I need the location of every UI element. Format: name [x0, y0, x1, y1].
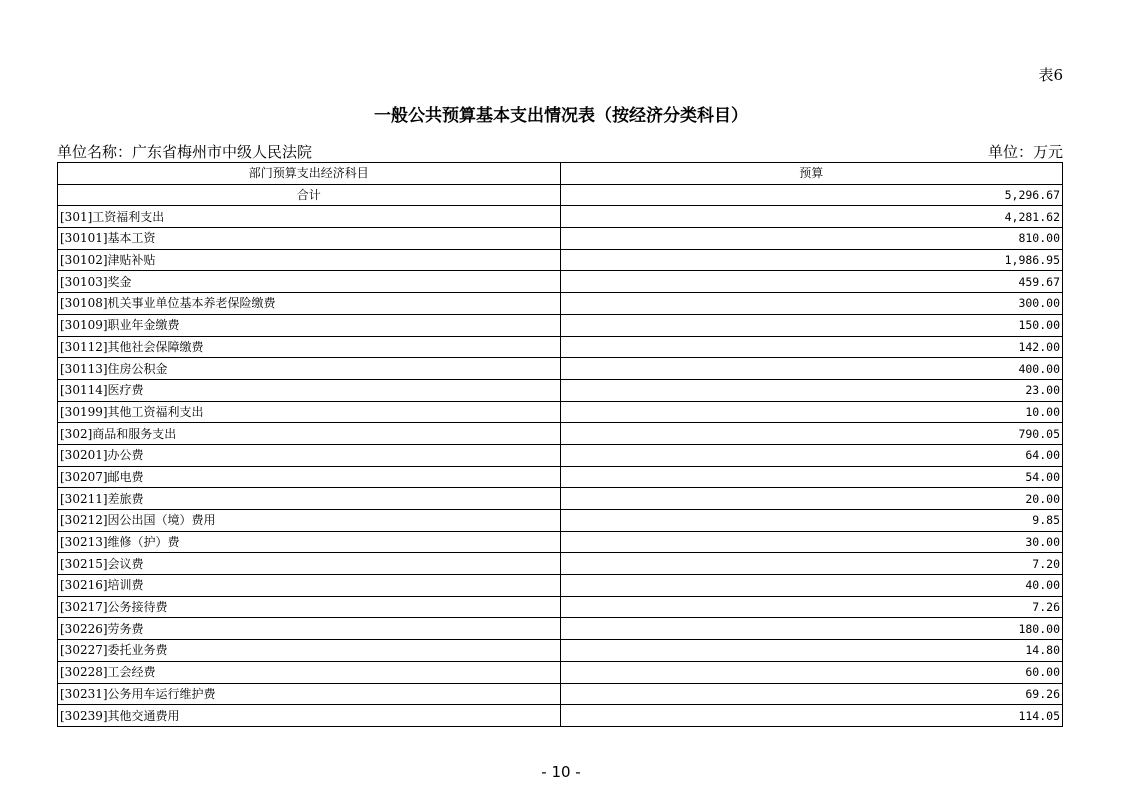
row-budget-value: 300.00: [560, 293, 1063, 315]
table-row: [58, 358, 1063, 380]
row-budget-value: 810.00: [560, 228, 1063, 250]
row-subject: [302]商品和服务支出: [58, 423, 561, 445]
row-subject: [30103]奖金: [58, 271, 561, 293]
table-row: [58, 575, 1063, 597]
row-budget-value: 459.67: [560, 271, 1063, 293]
table-row: [58, 596, 1063, 618]
row-subject: [30228]工会经费: [58, 661, 561, 683]
header-subject: 部门预算支出经济科目: [58, 163, 561, 185]
document-title: 一般公共预算基本支出情况表（按经济分类科目）: [374, 106, 748, 126]
row-budget-value: 23.00: [560, 379, 1063, 401]
row-subject: [30227]委托业务费: [58, 640, 561, 662]
row-subject: [30113]住房公积金: [58, 358, 561, 380]
table-row: [58, 379, 1063, 401]
row-subject: [30108]机关事业单位基本养老保险缴费: [58, 293, 561, 315]
row-subject: [30102]津贴补贴: [58, 249, 561, 271]
row-subject: [30109]职业年金缴费: [58, 314, 561, 336]
row-budget-value: 20.00: [560, 488, 1063, 510]
table-row: [58, 618, 1063, 640]
row-subject: [30207]邮电费: [58, 466, 561, 488]
row-budget-value: 180.00: [560, 618, 1063, 640]
table-row: [58, 293, 1063, 315]
row-subject: [30226]劳务费: [58, 618, 561, 640]
row-subject: [30217]公务接待费: [58, 596, 561, 618]
page-number: - 10 -: [541, 763, 581, 781]
table-row: [58, 510, 1063, 532]
total-row: [58, 184, 1063, 206]
row-subject: [30216]培训费: [58, 575, 561, 597]
table-row: [58, 488, 1063, 510]
table-row: [58, 705, 1063, 727]
row-budget-value: 64.00: [560, 444, 1063, 466]
table-row: [58, 661, 1063, 683]
row-subject: [30211]差旅费: [58, 488, 561, 510]
row-subject: [30199]其他工资福利支出: [58, 401, 561, 423]
table-row: [58, 466, 1063, 488]
row-subject: [30239]其他交通费用: [58, 705, 561, 727]
table-row: [58, 423, 1063, 445]
table-row: [58, 249, 1063, 271]
row-subject: [30231]公务用车运行维护费: [58, 683, 561, 705]
table-row: [58, 531, 1063, 553]
row-budget-value: 114.05: [560, 705, 1063, 727]
table-row: [58, 683, 1063, 705]
row-subject: [30112]其他社会保障缴费: [58, 336, 561, 358]
currency-unit-label: 单位：万元: [987, 143, 1063, 161]
table-row: [58, 640, 1063, 662]
row-budget-value: 60.00: [560, 661, 1063, 683]
row-subject: [30215]会议费: [58, 553, 561, 575]
table-row: [58, 228, 1063, 250]
table-row: [58, 271, 1063, 293]
row-subject: [30114]医疗费: [58, 379, 561, 401]
row-budget-value: 7.20: [560, 553, 1063, 575]
row-budget-value: 4,281.62: [560, 206, 1063, 228]
row-subject: [30213]维修（护）费: [58, 531, 561, 553]
row-budget-value: 400.00: [560, 358, 1063, 380]
row-budget-value: 790.05: [560, 423, 1063, 445]
table-row: [58, 336, 1063, 358]
row-subject: [30201]办公费: [58, 444, 561, 466]
table-row: [58, 553, 1063, 575]
total-value: 5,296.67: [560, 184, 1063, 206]
total-label: 合计: [58, 184, 561, 206]
table-header-row: [58, 163, 1063, 185]
table-row: [58, 401, 1063, 423]
row-budget-value: 30.00: [560, 531, 1063, 553]
row-budget-value: 10.00: [560, 401, 1063, 423]
row-budget-value: 14.80: [560, 640, 1063, 662]
row-subject: [301]工资福利支出: [58, 206, 561, 228]
row-budget-value: 9.85: [560, 510, 1063, 532]
row-budget-value: 40.00: [560, 575, 1063, 597]
table-row: [58, 206, 1063, 228]
row-budget-value: 1,986.95: [560, 249, 1063, 271]
row-budget-value: 54.00: [560, 466, 1063, 488]
table-number-label: 表6: [1038, 66, 1063, 84]
row-subject: [30212]因公出国（境）费用: [58, 510, 561, 532]
budget-table: [57, 162, 1063, 727]
row-budget-value: 69.26: [560, 683, 1063, 705]
table-row: [58, 444, 1063, 466]
row-budget-value: 142.00: [560, 336, 1063, 358]
table-row: [58, 314, 1063, 336]
row-subject: [30101]基本工资: [58, 228, 561, 250]
row-budget-value: 7.26: [560, 596, 1063, 618]
header-budget: 预算: [560, 163, 1063, 185]
row-budget-value: 150.00: [560, 314, 1063, 336]
unit-name-label: 单位名称：广东省梅州市中级人民法院: [57, 143, 313, 161]
